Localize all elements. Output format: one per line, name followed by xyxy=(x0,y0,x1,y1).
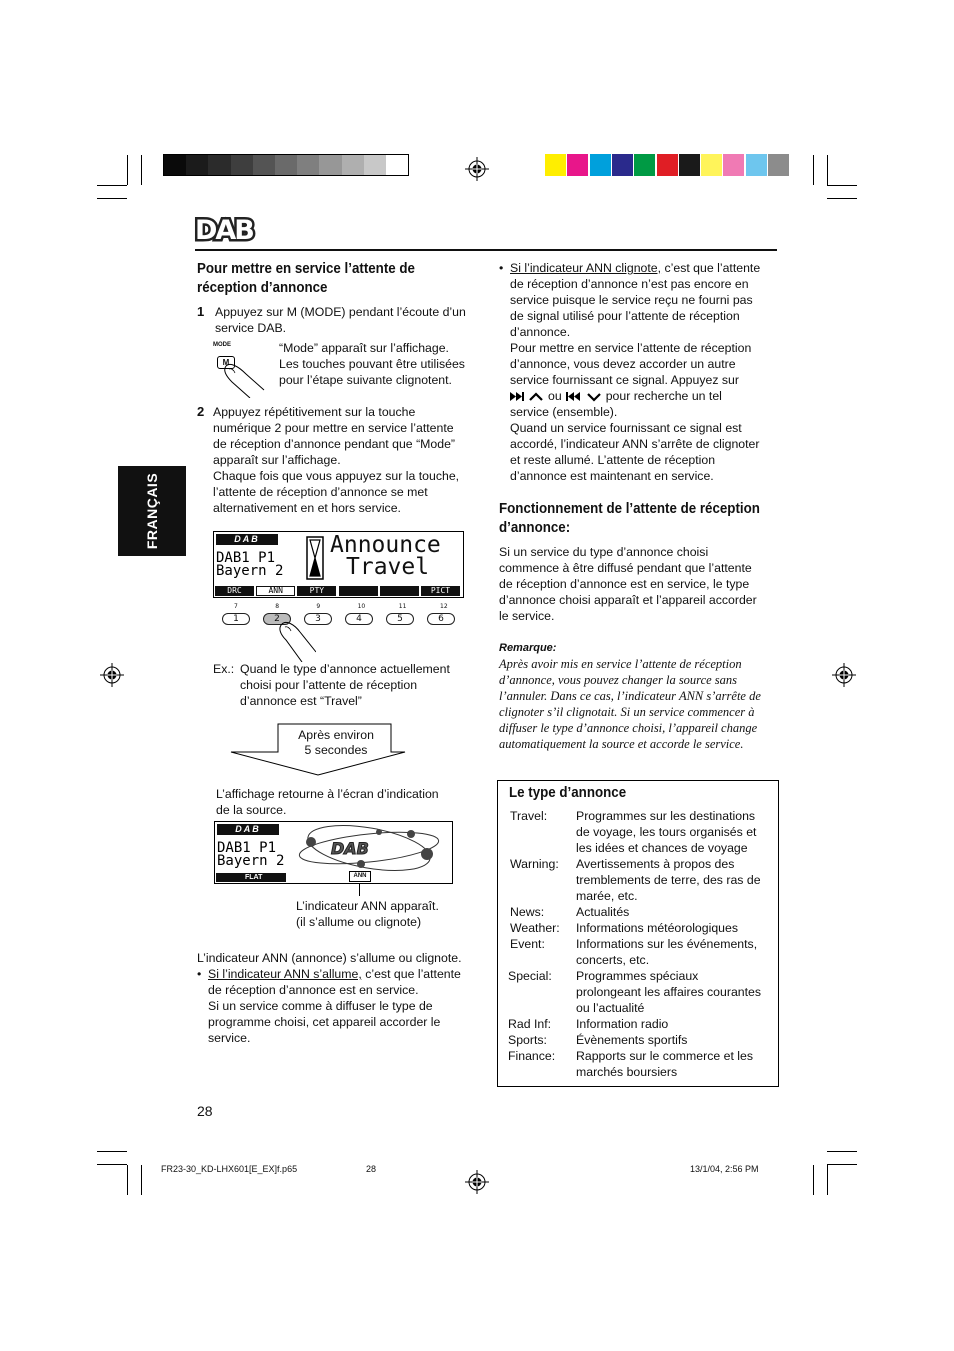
gray-swatch xyxy=(342,155,364,175)
key-number: 7 xyxy=(234,603,238,610)
soft-key-label xyxy=(380,586,419,596)
dab-tag: DAB xyxy=(217,824,279,835)
color-swatch xyxy=(657,154,678,176)
header-rule xyxy=(195,249,777,251)
skip-back-down-icon xyxy=(566,391,602,402)
type-description: Programmes sur les destinations de voyage, les tours organisés et les idées et chances de voyage xyxy=(576,809,757,855)
remark-text: Après avoir mis en service l’attente de réception d’annonce, vous pouvez changer la source sans l’annuler. Dans ce cas, l’indicateur ANN s’arrête de clignoter s’il clignotait. Si un service commencer à diffuser le type d’annonce choisi, l’appareil change automatiquement la source et accorde le service. xyxy=(499,657,761,751)
color-swatch xyxy=(612,154,633,176)
color-swatch xyxy=(590,154,611,176)
type-label: Finance: xyxy=(508,1049,556,1063)
ann-lit-section: L’indicateur ANN (annonce) s’allume ou clignote. • Si l’indicateur ANN s’allume, c’est que l’attente de réception d’annonce est en service. Si un service comme à diffuser le type de programme choisi, cet appareil accorder le service. xyxy=(197,951,462,1045)
example-prefix: Ex.: xyxy=(213,662,235,676)
m-button-icon: M xyxy=(217,356,235,369)
key-number: 12 xyxy=(440,603,448,610)
gray-swatch xyxy=(275,155,297,175)
color-swatch xyxy=(567,154,588,176)
page-number: 28 xyxy=(197,1103,213,1119)
finger-press-button-icon xyxy=(276,616,316,662)
gray-swatch xyxy=(319,155,341,175)
dab-tag: DAB xyxy=(216,534,278,545)
type-description: Programmes spéciaux prolongeant les affaires courantes ou l’actualité xyxy=(576,969,762,1015)
color-swatch xyxy=(723,154,744,176)
color-calibration-bar xyxy=(545,154,789,176)
key-number: 8 xyxy=(275,603,280,610)
footer-page: 28 xyxy=(366,1164,377,1174)
gray-swatch xyxy=(253,155,275,175)
type-description: Informations sur les événements, concerts, etc. xyxy=(576,937,758,967)
preset-button-6[interactable]: 6 xyxy=(427,613,455,625)
gray-swatch xyxy=(164,155,186,175)
gray-swatch xyxy=(208,155,230,175)
preset-button-2[interactable]: 2 xyxy=(263,613,291,625)
display-source: DAB DAB1 P1 Bayern 2 DAB FLAT xyxy=(214,821,453,884)
key-number: 10 xyxy=(357,603,366,610)
gray-swatch xyxy=(231,155,253,175)
gray-swatch xyxy=(186,155,208,175)
type-label: Weather: xyxy=(510,921,560,935)
soft-key-label: PTY xyxy=(297,586,336,596)
finger-press-icon xyxy=(220,360,265,398)
type-label: News: xyxy=(510,905,545,919)
section2-text: Si un service du type d’annonce choisi commence à être diffusé pendant que l’attente de réception d’annonce est en service, le type d’annonce choisi apparaît et l’appareil accorder le service. xyxy=(499,545,757,623)
color-swatch xyxy=(768,154,789,176)
remark-title: Remarque: xyxy=(499,642,557,654)
gray-swatch xyxy=(364,155,386,175)
mode-button-illustration: MODE M xyxy=(210,342,270,398)
ann-blink-section: • Si l’indicateur ANN clignote, c’est que l’attente de réception d’annonce n’est pas encore en service puisque le service reçu ne fourni pas de signal utilisé pour l’attente de réception d’annonce. Pour mettre en service l’attente de réception d’annonce, vous devez accorder un autre service fournissant ce signal. Appuyez sur ou pour recherche un tel service (ensemble). Quand un service fournissant ce signal est accordé, l’indicateur ANN s’arrête de clignoter et reste allumé. L’attente de réception d’annonce est maintenant en service. xyxy=(499,261,761,483)
section2-title: Fonctionnement de l’attente de réception d’annonce: xyxy=(499,501,760,536)
svg-text:DAB: DAB xyxy=(331,839,369,858)
preset-button-5[interactable]: 5 xyxy=(386,613,414,625)
soft-key-label: PICT xyxy=(421,586,460,596)
footer-file: FR23-30_KD-LHX601[E_EX]f.p65 xyxy=(161,1164,298,1174)
key-number: 11 xyxy=(398,603,407,610)
display-announce: DAB DAB1 P1 Bayern 2 Announce Travel DRC ANN PTY PICT xyxy=(213,531,464,598)
type-label: Event: xyxy=(510,937,545,951)
type-description: Évènements sportifs xyxy=(576,1033,688,1047)
type-description: Rapports sur le commerce et les marchés boursiers xyxy=(576,1049,754,1079)
side-tab-language: FRANÇAIS xyxy=(118,466,186,556)
registration-mark-top-icon xyxy=(465,157,489,181)
step1-text: Appuyez sur M (MODE) pendant l’écoute d’un service DAB. xyxy=(215,305,466,335)
step2-number: 2 xyxy=(197,404,205,419)
preset-button-3[interactable]: 3 xyxy=(304,613,332,625)
type-description: Informations météorologiques xyxy=(576,921,738,935)
types-box-title: Le type d’annonce xyxy=(509,785,627,801)
dab-orbit-animation-icon xyxy=(291,824,451,874)
ann-pointer-line xyxy=(359,883,360,896)
step1-number: 1 xyxy=(197,304,205,319)
registration-mark-left-icon xyxy=(100,663,124,687)
ann-indicator: ANN xyxy=(349,871,371,882)
return-note: L’affichage retourne à l’écran d’indication de la source. xyxy=(216,787,439,817)
color-swatch xyxy=(634,154,655,176)
preset-button-1[interactable]: 1 xyxy=(222,613,250,625)
type-label: Sports: xyxy=(508,1033,547,1047)
registration-mark-bottom-icon xyxy=(465,1170,489,1194)
color-swatch xyxy=(679,154,700,176)
gray-calibration-bar xyxy=(163,154,409,176)
color-swatch xyxy=(746,154,767,176)
key-number: 9 xyxy=(316,603,321,610)
step2-text: Appuyez répétitivement sur la touche numérique 2 pour mettre en service l’attente de réception d’annonce pendant que “Mode” apparaît sur l’affichage. Chaque fois que vous appuyez sur la touche, l’attente de réception d’annonce se met alternativement en et hors service. xyxy=(213,405,460,515)
arrow-box-text: Après environ 5 secondes xyxy=(298,728,374,757)
gray-swatch xyxy=(297,155,319,175)
dab-logo: DAB xyxy=(195,215,253,246)
preset-button-4[interactable]: 4 xyxy=(345,613,373,625)
gray-swatch xyxy=(386,155,408,175)
type-label: Warning: xyxy=(510,857,559,871)
type-description: Information radio xyxy=(576,1017,669,1031)
type-label: Special: xyxy=(508,969,552,983)
color-swatch xyxy=(545,154,566,176)
type-label: Rad Inf: xyxy=(508,1017,552,1031)
soft-key-label: ANN xyxy=(256,586,295,596)
soft-key-label: DRC xyxy=(215,586,254,596)
skip-forward-up-icon xyxy=(510,391,544,402)
registration-mark-right-icon xyxy=(832,663,856,687)
soft-key-bar xyxy=(215,586,462,596)
display2-caption: L’indicateur ANN apparaît. (il s’allume ou clignote) xyxy=(296,899,439,929)
hourglass-icon xyxy=(306,536,324,580)
mode-note: “Mode” apparaît sur l’affichage. Les touches pouvant être utilisées pour l’étape suivante clignotent. xyxy=(279,341,465,387)
example-text: Quand le type d’annonce actuellement choisi pour l’attente de réception d’annonce est “Travel” xyxy=(240,662,450,708)
type-description: Avertissements à propos des tremblements de terre, des ras de marée, etc. xyxy=(576,857,761,903)
section1-title: Pour mettre en service l’attente de réception d’annonce xyxy=(197,261,415,296)
color-swatch xyxy=(701,154,722,176)
footer-date: 13/1/04, 2:56 PM xyxy=(690,1164,759,1174)
type-label: Travel: xyxy=(510,809,548,823)
soft-key-label xyxy=(339,586,378,596)
type-description: Actualités xyxy=(576,905,630,919)
